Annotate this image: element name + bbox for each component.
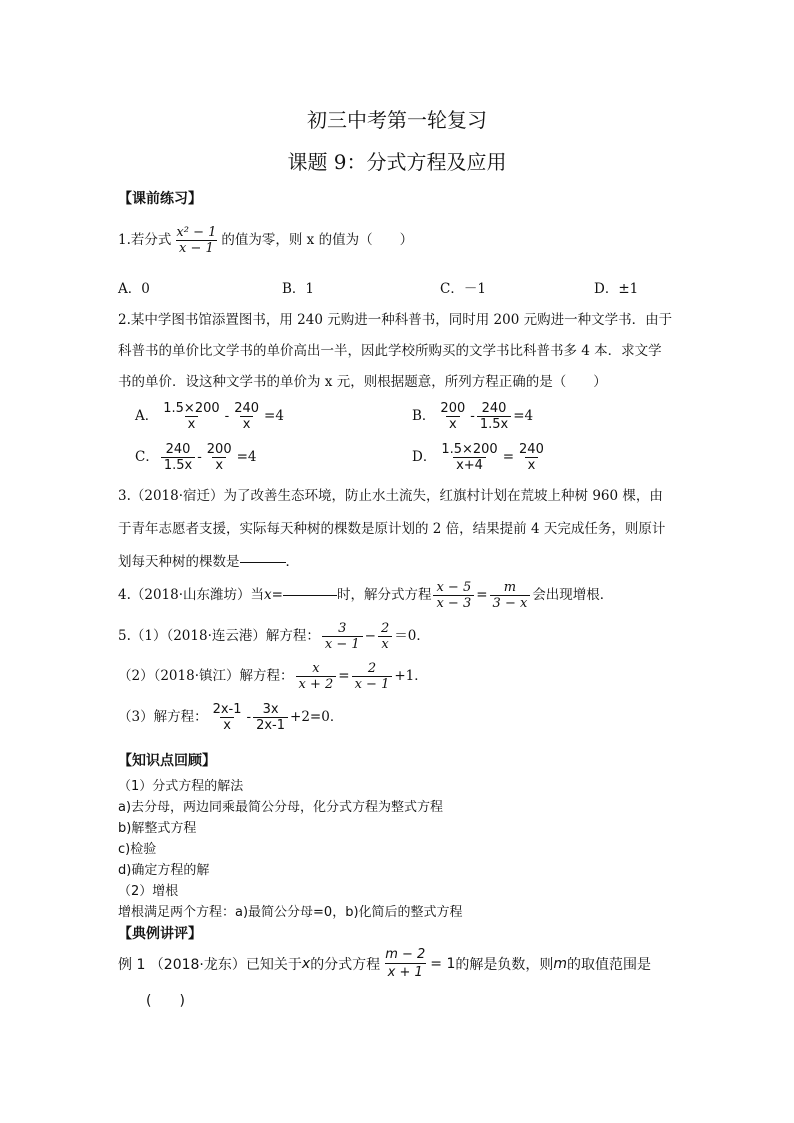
question-5-2 <box>118 662 428 691</box>
option-label: A． <box>135 407 159 424</box>
operator: - <box>197 448 202 465</box>
denominator: x+4 <box>453 457 486 472</box>
page-title: 初三中考第一轮复习 <box>307 108 487 132</box>
question-4 <box>118 581 613 610</box>
option-label: C． <box>135 448 159 465</box>
rhs: =4 <box>264 407 284 424</box>
q5-1-fraction-1 <box>322 622 363 651</box>
q1-option-c: C．－1 <box>440 281 486 297</box>
denominator: x <box>525 457 539 472</box>
q5-2-fraction-2 <box>352 662 393 691</box>
q5-3-fraction-2 <box>253 703 288 732</box>
denominator: 1.5x <box>161 457 195 472</box>
denominator: x + 1 <box>385 963 426 980</box>
denominator: x + 2 <box>296 676 337 691</box>
denominator: 3 − x <box>490 595 531 610</box>
q3-line-2: 于青年志愿者支援，实际每天种树的棵数是原计划的 2 倍，结果提前 4 天完成任务，则原计 <box>118 521 666 537</box>
q2-line-1: 2.某中学图书馆添置图书，用 240 元购进一种科普书，同时用 200 元购进一种文学书．由于 <box>118 312 673 328</box>
review-item-a: a)去分母，两边同乘最简公分母，化分式方程为整式方程 <box>118 800 444 815</box>
q4-fraction-1 <box>433 581 474 610</box>
option-label: B． <box>412 407 436 424</box>
q3-line-3 <box>118 556 299 570</box>
q4-suffix: 会出现增根． <box>532 586 614 603</box>
numerator: 240 <box>481 401 507 416</box>
numerator: 200 <box>440 401 466 416</box>
numerator: x − 5 <box>436 580 472 595</box>
numerator: 1.5×200 <box>163 401 220 416</box>
q3-line-3-text: 划每天种树的棵数是 <box>118 554 240 570</box>
q2-line-3: 书的单价．设这种文学书的单价为 x 元，则根据题意，所列方程正确的是（ ） <box>118 374 607 390</box>
q3-line-1: 3.（2018·宿迁）为了改善生态环境，防止水土流失，红旗村计划在荒坡上种树 960 棵，由 <box>118 488 663 504</box>
q1-option-b: B．1 <box>282 281 315 297</box>
fraction-2 <box>477 402 511 431</box>
q5-2-prefix: （2）（2018·镇江）解方程： <box>118 667 294 684</box>
operator: = <box>502 448 515 465</box>
denominator: x <box>378 636 391 651</box>
denominator: x − 1 <box>322 636 363 651</box>
rhs: =4 <box>513 407 534 424</box>
q1-numerator: x² − 1 <box>176 225 217 240</box>
q5-1-fraction-2 <box>378 622 392 651</box>
section-knowledge-review: 【知识点回顾】 <box>118 753 216 769</box>
q2-option-d <box>412 443 549 472</box>
q3-end: ． <box>285 554 299 570</box>
question-5-1 <box>118 622 430 651</box>
review-heading-2: （2）增根 <box>118 884 179 899</box>
q3-answer-blank[interactable] <box>240 562 286 563</box>
numerator: 1.5×200 <box>441 442 498 457</box>
review-item-e: 增根满足两个方程：a)最简公分母=0，b)化简后的整式方程 <box>118 905 463 920</box>
rhs: ＝0． <box>394 627 430 644</box>
numerator: x <box>312 661 320 676</box>
numerator: m <box>503 580 517 595</box>
q5-3-prefix: （3）解方程： <box>118 708 208 725</box>
option-label: D． <box>412 448 437 465</box>
denominator: 1.5x <box>477 416 511 431</box>
q4-equals: = <box>476 586 488 603</box>
numerator: m − 2 <box>385 947 426 962</box>
q1-denominator: x − 1 <box>176 240 217 255</box>
page-subtitle: 课题 9：分式方程及应用 <box>287 150 507 174</box>
ex1-mid: 的分式方程 <box>310 956 381 973</box>
ex1-fraction <box>382 947 428 980</box>
numerator: 3 <box>338 621 347 636</box>
q4-x-equals: x= <box>264 586 283 603</box>
q4-answer-blank[interactable] <box>283 595 337 596</box>
q1-option-a: A．0 <box>118 281 150 297</box>
denominator: x <box>185 416 199 431</box>
question-5-3 <box>118 703 343 732</box>
q2-option-c <box>135 443 257 472</box>
section-pre-practice: 【课前练习】 <box>118 191 202 207</box>
fraction-1 <box>160 402 222 431</box>
rhs: =4 <box>236 448 257 465</box>
q4-fraction-2 <box>490 581 531 610</box>
denominator: x <box>220 717 234 732</box>
ex1-answer-paren: ( ) <box>146 993 185 1009</box>
numerator: 200 <box>206 442 232 457</box>
q2-line-2: 科普书的单价比文学书的单价高出一半，因此学校所购买的文学书比科普书多 4 本．求文学 <box>118 343 662 359</box>
ex1-prefix: 例 1 （2018·龙东）已知关于 <box>118 956 302 973</box>
review-heading-1: （1）分式方程的解法 <box>118 779 244 794</box>
q4-mid: 时，解分式方程 <box>336 586 432 603</box>
operator: - <box>224 407 230 424</box>
example-1 <box>118 947 651 980</box>
denominator: x <box>240 416 254 431</box>
ex1-rhs: = 1 <box>430 955 456 972</box>
numerator: 240 <box>234 401 260 416</box>
q5-2-fraction-1 <box>296 662 337 691</box>
rhs: +2=0． <box>290 708 344 725</box>
fraction-1 <box>161 443 195 472</box>
numerator: 240 <box>165 442 191 457</box>
numerator: 2 <box>367 661 377 676</box>
q1-suffix: 的值为零，则 x 的值为（ ） <box>221 231 414 248</box>
operator: - <box>246 708 252 725</box>
fraction-1 <box>437 402 468 431</box>
denominator: x − 1 <box>352 676 393 691</box>
ex1-var-x: x <box>301 955 311 972</box>
operator: = <box>338 667 350 684</box>
review-item-d: d)确定方程的解 <box>118 863 210 878</box>
q4-prefix: 4.（2018·山东潍坊）当 <box>118 586 265 603</box>
ex1-suffix: 的解是负数，则 <box>455 956 554 973</box>
q1-prefix: 1.若分式 <box>118 231 172 248</box>
fraction-2 <box>516 443 547 472</box>
numerator: 2x-1 <box>212 702 242 717</box>
numerator: 240 <box>519 442 544 457</box>
rhs: +1． <box>394 667 428 684</box>
fraction-2 <box>231 402 262 431</box>
denominator: x − 3 <box>433 595 474 610</box>
review-item-c: c)检验 <box>118 842 157 857</box>
operator: − <box>364 627 376 644</box>
fraction-2 <box>204 443 235 472</box>
operator: - <box>470 407 475 424</box>
numerator: 3x <box>262 702 279 717</box>
denominator: x <box>212 457 226 472</box>
q1-fraction <box>173 226 219 255</box>
section-example: 【典例讲评】 <box>118 926 202 942</box>
ex1-var-m: m <box>553 955 568 972</box>
question-1 <box>118 226 413 255</box>
ex1-suffix-2: 的取值范围是 <box>567 956 652 973</box>
q2-option-a <box>135 402 284 431</box>
denominator: x <box>446 416 460 431</box>
fraction-1 <box>438 443 500 472</box>
denominator: 2x-1 <box>253 717 288 732</box>
q5-3-fraction-1 <box>210 703 245 732</box>
review-item-b: b)解整式方程 <box>118 821 197 836</box>
numerator: 2 <box>380 621 390 636</box>
q1-option-d: D．±1 <box>594 281 639 297</box>
q2-option-b <box>412 402 533 431</box>
q5-1-prefix: 5.（1）（2018·连云港）解方程： <box>118 627 320 644</box>
